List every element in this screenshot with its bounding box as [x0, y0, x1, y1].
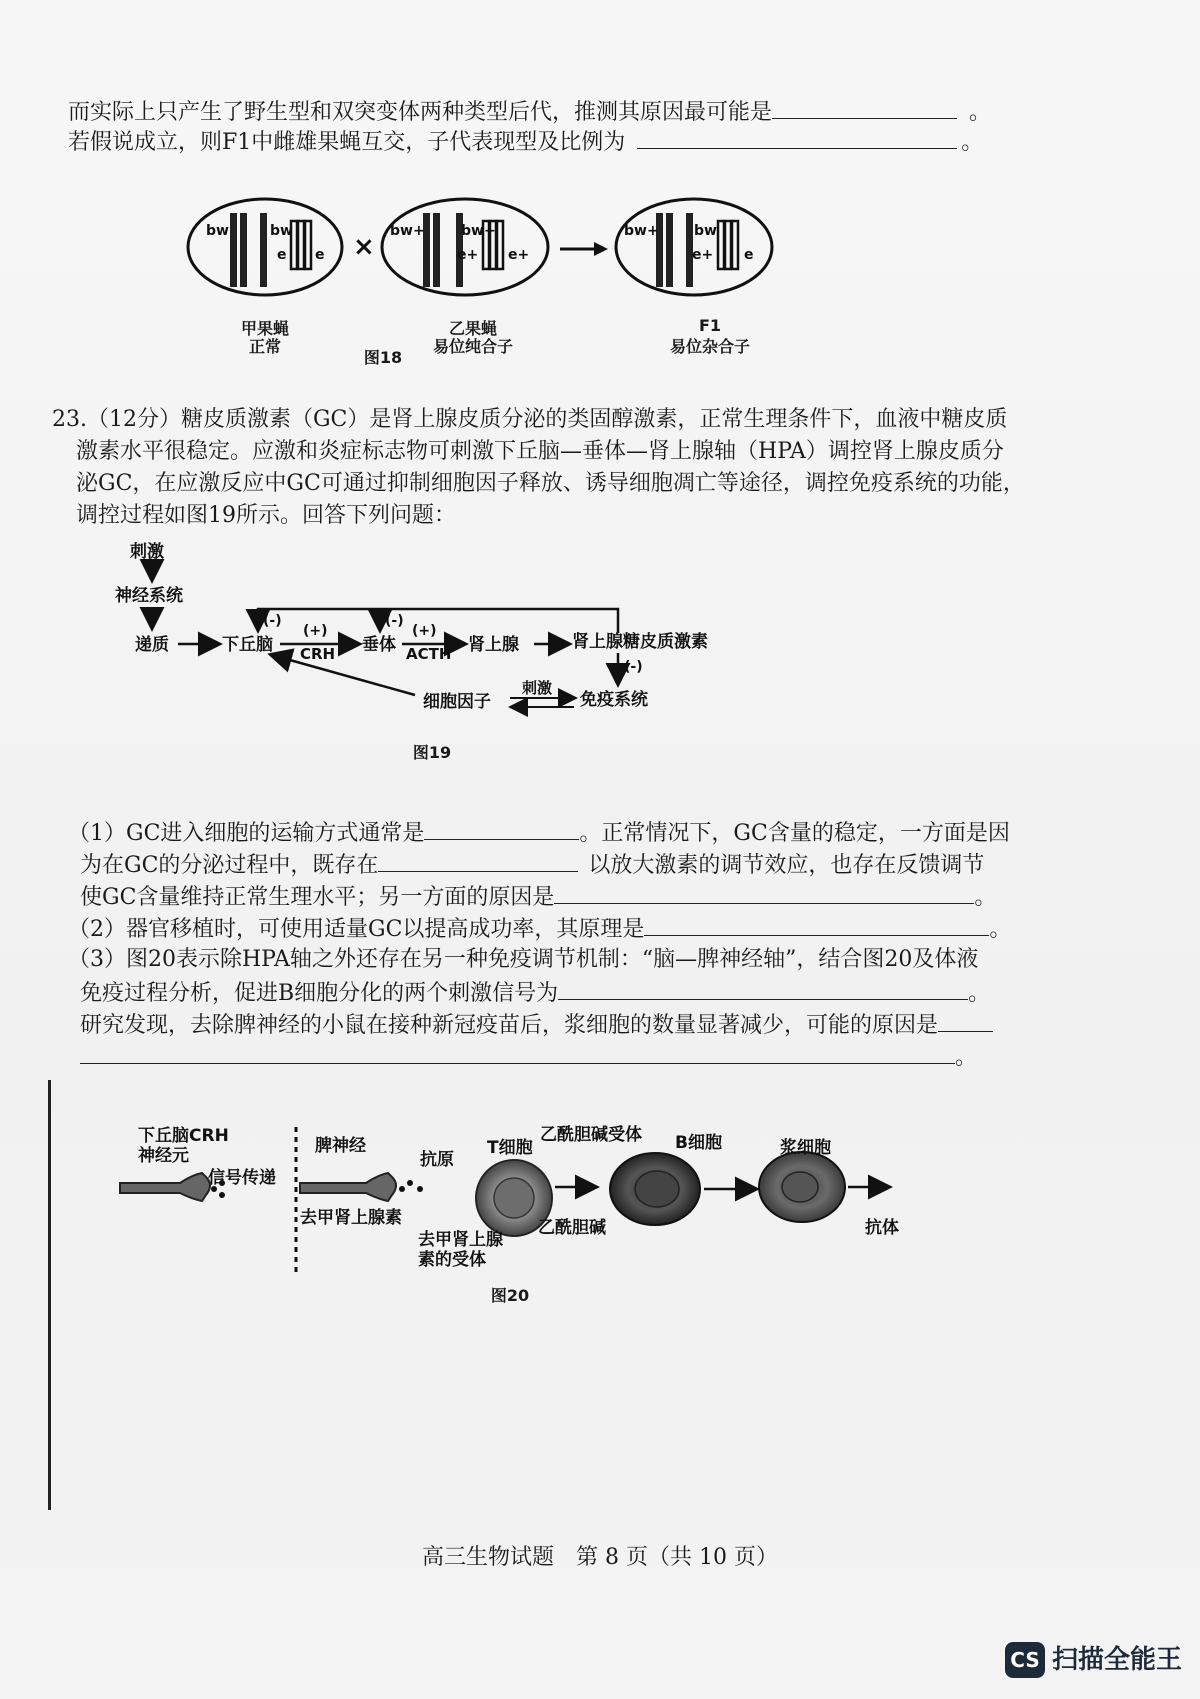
label-acth: ACTH: [406, 645, 452, 663]
cell-jia-desc: 正常: [248, 337, 281, 356]
cell-yi-desc: 易位纯合子: [432, 337, 513, 356]
q1-text-b: 。正常情况下，GC含量的稳定，一方面是因: [579, 821, 1010, 846]
q3-text-d: 研究发现，去除脾神经的小鼠在接种新冠疫苗后，浆细胞的数量显著减少，可能的原因是: [80, 1013, 939, 1038]
label-minus-2: (-): [385, 613, 404, 629]
gene-label: bw: [206, 223, 229, 239]
answer-blank[interactable]: [644, 913, 989, 936]
label-stimulate: 刺激: [522, 679, 553, 697]
node-stimulus: 刺激: [130, 542, 164, 562]
answer-blank[interactable]: [558, 977, 968, 1000]
label-t-cell: T细胞: [487, 1138, 533, 1158]
intro-line-2: [68, 126, 983, 158]
answer-blank[interactable]: [637, 126, 957, 149]
figure-18-caption: 图18: [363, 348, 403, 367]
label-spleen-nerve: 脾神经: [315, 1136, 366, 1156]
label-antigen: 抗原: [420, 1150, 454, 1170]
q3-text-e: 。: [955, 1045, 978, 1070]
gene-label: e+: [508, 247, 530, 263]
gene-label: e+: [692, 247, 714, 263]
node-transmitter: 递质: [135, 635, 169, 655]
gene-label: bw+: [461, 223, 496, 239]
gene-label: bw+: [390, 223, 425, 239]
q3-text-b: 免疫过程分析，促进B细胞分化的两个刺激信号为: [80, 981, 559, 1006]
gene-label: e: [315, 247, 325, 263]
label-signal: 信号传递: [208, 1168, 276, 1188]
intro-line-1: [68, 96, 991, 128]
cell-jia-name: 甲果蝇: [240, 319, 289, 338]
label-b-cell: B细胞: [675, 1133, 722, 1153]
q3-line-2: [80, 977, 990, 1009]
label-ach: 乙酰胆碱: [538, 1218, 606, 1238]
label-crh-neuron-2: 神经元: [138, 1146, 189, 1166]
label-ach-receptor: 乙酰胆碱受体: [540, 1125, 642, 1145]
q2-line: [68, 913, 1011, 945]
intro-line-2-text: 若假说成立，则F1中雌雄果蝇互交，子代表现型及比例为: [68, 130, 626, 155]
q1-line-1: [68, 817, 1010, 849]
left-margin-rule: [48, 1080, 51, 1510]
answer-blank[interactable]: [80, 1041, 955, 1064]
page-footer: 高三生物试题 第 8 页（共 10 页）: [422, 1545, 778, 1570]
node-adrenal: 肾上腺: [468, 635, 519, 655]
label-crh: CRH: [300, 645, 336, 663]
q2-text-b: 。: [989, 917, 1012, 942]
intro-line-1-end: 。: [969, 100, 992, 125]
answer-blank[interactable]: [554, 881, 974, 904]
node-hypothalamus: 下丘脑: [222, 635, 273, 655]
node-immune-system: 免疫系统: [580, 690, 648, 710]
q3-line-3: [80, 1009, 993, 1041]
label-minus-1: (-): [263, 613, 282, 629]
q3-line-1: （3）图20表示除HPA轴之外还存在另一种免疫调节机制：“脑—脾神经轴”，结合图20及体液: [68, 947, 979, 972]
q23-line-3: 泌GC，在应激反应中GC可通过抑制细胞因子释放、诱导细胞凋亡等途径，调控免疫系统的功能，: [76, 471, 1025, 496]
cell-f1-name: F1: [698, 316, 722, 335]
node-glucocorticoid: 肾上腺糖皮质激素: [572, 632, 708, 652]
gene-label: e: [277, 247, 287, 263]
label-plus-1: (+): [303, 623, 328, 639]
cell-jia: [188, 199, 342, 295]
q2-text-a: （2）器官移植时，可使用适量GC以提高成功率，其原理是: [68, 917, 645, 942]
q1-text-a: （1）GC进入细胞的运输方式通常是: [68, 821, 425, 846]
label-norepinephrine: 去甲肾上腺素: [300, 1208, 402, 1228]
q1-line-2: [80, 849, 984, 881]
scanner-logo-icon: CS: [1005, 1642, 1045, 1678]
gene-label: bw: [270, 223, 293, 239]
figure-19-diagram: [110, 535, 770, 725]
q3-text-c: 。: [968, 981, 991, 1006]
label-ne-receptor-2: 素的受体: [418, 1250, 486, 1270]
q3-line-4: [80, 1041, 977, 1073]
label-antibody: 抗体: [865, 1218, 899, 1238]
scanner-brand: 扫描全能王: [1052, 1645, 1183, 1675]
q1-text-c: 为在GC的分泌过程中，既存在: [80, 853, 379, 878]
answer-blank[interactable]: [378, 849, 578, 872]
gene-label: bw+: [624, 223, 659, 239]
cell-yi: [382, 199, 548, 295]
q23-line-4: 调控过程如图19所示。回答下列问题：: [76, 503, 456, 528]
node-nervous-system: 神经系统: [115, 586, 183, 606]
q23-line-2: 激素水平很稳定。应激和炎症标志物可刺激下丘脑—垂体—肾上腺轴（HPA）调控肾上腺皮质分: [76, 439, 1004, 464]
figure-20-diagram: [110, 1115, 910, 1285]
q1-text-e: 使GC含量维持正常生理水平；另一方面的原因是: [80, 885, 555, 910]
q1-text-f: 。: [974, 885, 997, 910]
spleen-nerve-axon: [300, 1173, 396, 1201]
q1-line-3: [80, 881, 996, 913]
cell-f1-desc: 易位杂合子: [669, 337, 750, 356]
intro-line-1-text: 而实际上只产生了野生型和双突变体两种类型后代，推测其原因最可能是: [68, 100, 773, 125]
crh-neuron-axon: [120, 1173, 210, 1201]
cell-f1: [616, 199, 772, 295]
gene-label: bw: [694, 223, 717, 239]
gene-label: e: [744, 247, 754, 263]
answer-blank[interactable]: [938, 1009, 993, 1032]
cross-symbol: ×: [353, 232, 375, 262]
label-plus-2: (+): [412, 623, 437, 639]
figure-19-caption: 图19: [412, 743, 452, 762]
intro-line-2-end: 。: [961, 130, 984, 155]
figure-18-cells: [180, 195, 800, 320]
q23-line-1: 23.（12分）糖皮质激素（GC）是肾上腺皮质分泌的类固醇激素，正常生理条件下，血液中糖皮质: [52, 407, 1008, 432]
answer-blank[interactable]: [772, 96, 957, 119]
node-pituitary: 垂体: [362, 635, 396, 655]
node-cytokine: 细胞因子: [423, 692, 491, 712]
label-minus-3: (-): [624, 659, 643, 675]
cell-yi-name: 乙果蝇: [448, 319, 497, 338]
answer-blank[interactable]: [424, 817, 579, 840]
gene-label: e+: [457, 247, 479, 263]
q1-text-d: 以放大激素的调节效应，也存在反馈调节: [588, 853, 985, 878]
label-plasma-cell: 浆细胞: [780, 1138, 831, 1158]
label-crh-neuron-1: 下丘脑CRH: [138, 1126, 229, 1146]
figure-20-caption: 图20: [490, 1286, 530, 1305]
label-ne-receptor-1: 去甲肾上腺: [418, 1230, 503, 1250]
